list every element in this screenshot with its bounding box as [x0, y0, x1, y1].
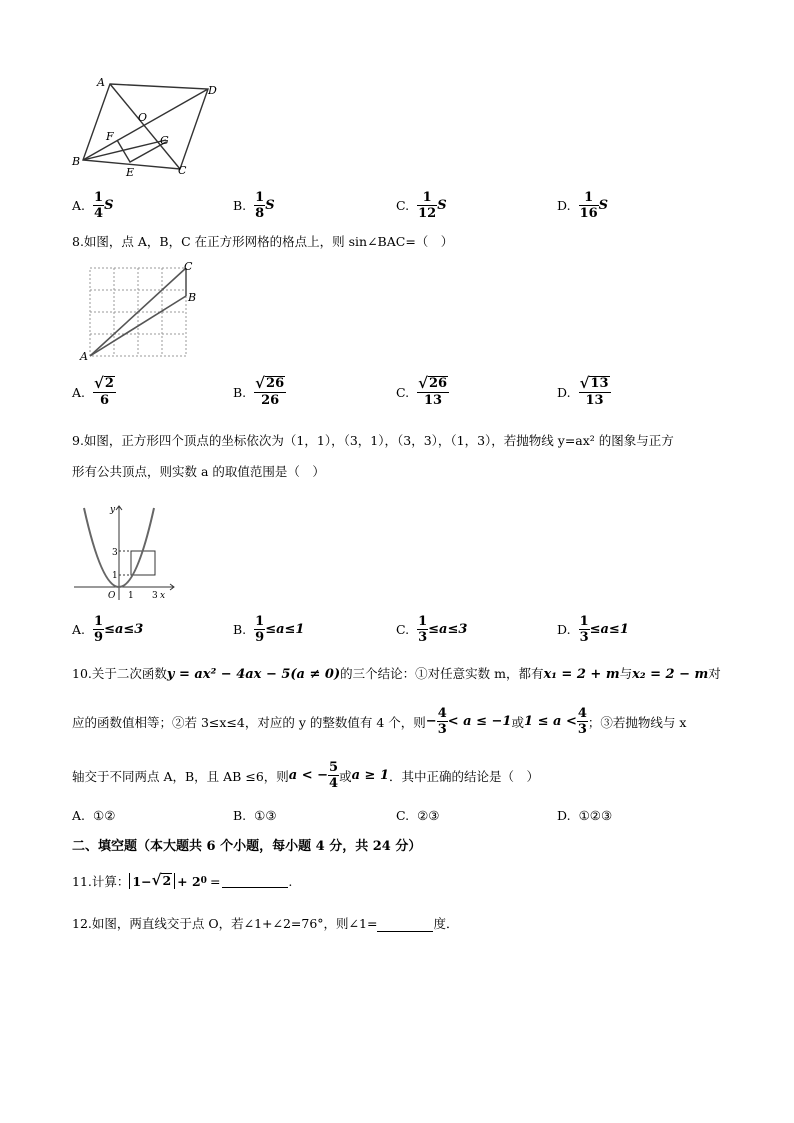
variable-s: S: [598, 198, 609, 213]
q7-option-c[interactable]: [396, 190, 447, 221]
label-A: A: [80, 350, 88, 363]
tick-y-3: 3: [112, 548, 118, 558]
q9-option-c[interactable]: [396, 614, 467, 645]
option-label: B.: [233, 198, 247, 213]
label-O: O: [138, 111, 148, 124]
option-text: ②③: [417, 808, 440, 823]
label-y: y: [110, 505, 116, 515]
inequality: ≤a≤1: [265, 622, 305, 637]
q9-option-b[interactable]: [233, 614, 304, 645]
option-label: D.: [557, 808, 571, 823]
option-label: D.: [557, 198, 571, 213]
q7-option-b[interactable]: [233, 190, 275, 221]
inequality: ≤a≤3: [104, 622, 144, 637]
q10-option-c[interactable]: [396, 808, 440, 823]
option-label: C.: [396, 622, 410, 637]
inequality: ≤a≤3: [428, 622, 468, 637]
fraction: $\frac{1}{12}$: [418, 190, 437, 221]
formula-x2: x₂ = 2 − m: [632, 667, 709, 682]
formula: y = ax² − 4ax − 5(a ≠ 0): [166, 667, 341, 682]
option-label: A.: [72, 198, 86, 213]
fraction: $\frac{1}{8}$: [255, 190, 265, 221]
option-label: C.: [396, 384, 410, 400]
section-title: 二、填空题（本大题共 6 个小题，每小题 4 分，共 24 分）: [72, 839, 422, 854]
option-label: A.: [72, 622, 86, 637]
fraction: $\frac{1}{3}$: [579, 614, 589, 645]
option-label: B.: [233, 384, 247, 400]
q10-line3: 轴交于不同两点 A，B，且 AB ≤6，则 a < − $\frac{5}{4}$ 或 a ≥ 1 ．其中正确的结论是（ ）: [72, 760, 540, 791]
tick-x-3: 3: [152, 591, 158, 601]
label-G: G: [160, 134, 169, 147]
q10-line1: 10.关于二次函数y = ax² − 4ax − 5(a ≠ 0)的三个结论：①对任意实数 m，都有x₁ = 2 + m与x₂ = 2 − m对: [72, 666, 721, 682]
fraction: $\frac{1}{9}$: [94, 614, 104, 645]
fraction: $\frac{4}{3}$: [437, 706, 447, 737]
grid-figure: [78, 260, 208, 366]
tick-x-1: 1: [128, 591, 134, 601]
option-text: ①③: [254, 808, 277, 823]
fraction: √ 2 6: [94, 374, 114, 408]
fraction: $\frac{4}{3}$: [577, 706, 587, 737]
q8-option-c[interactable]: [396, 376, 449, 408]
q8-option-d[interactable]: [557, 376, 611, 408]
q10-option-a[interactable]: [72, 808, 115, 823]
option-label: A.: [72, 808, 86, 823]
label-A: A: [97, 76, 105, 89]
variable-s: S: [265, 198, 275, 213]
fraction: $\frac{1}{16}$: [579, 190, 598, 221]
variable-s: S: [104, 198, 114, 213]
formula-x1: x₁ = 2 + m: [543, 667, 620, 682]
q10-option-b[interactable]: [233, 808, 277, 823]
q9-option-d[interactable]: [557, 614, 629, 645]
label-B: B: [72, 155, 81, 168]
q7-option-d[interactable]: [557, 190, 608, 221]
label-x: x: [160, 591, 166, 601]
label-o: O: [108, 591, 116, 601]
parabola-figure: [70, 500, 180, 604]
tick-y-1: 1: [112, 571, 118, 581]
label-B: B: [188, 291, 197, 304]
option-label: B.: [233, 808, 247, 823]
q8-option-a[interactable]: [72, 376, 116, 408]
inequality: ≤a≤1: [589, 622, 629, 637]
fraction: $\frac{5}{4}$: [329, 760, 339, 791]
option-label: B.: [233, 622, 247, 637]
q8-option-b[interactable]: [233, 376, 286, 408]
fraction: √ 26 26: [255, 374, 285, 408]
parallelogram-figure: [70, 74, 230, 180]
option-text: ①②: [93, 808, 116, 823]
fraction: $\frac{1}{3}$: [418, 614, 428, 645]
label-E: E: [126, 166, 135, 179]
option-label: D.: [557, 622, 571, 637]
q8-text: 8.如图，点 A，B，C 在正方形网格的格点上，则 sin∠BAC=（ ）: [72, 234, 454, 249]
abs-value: 1 − √ 2: [129, 873, 175, 888]
q10-line2: 应的函数值相等；②若 3≤x≤4，对应的 y 的整数值有 4 个，则 − $\frac{4}{3}$ < a ≤ −1 或 1 ≤ a < $\frac{4}{3}$ ；③若抛物线与 x: [72, 706, 687, 737]
label-C: C: [184, 260, 193, 273]
q7-option-a[interactable]: [72, 190, 113, 221]
q12-line: 12.如图，两直线交于点 O，若∠1+∠2=76°，则∠1= 度．: [72, 916, 459, 931]
q9-option-a[interactable]: [72, 614, 143, 645]
q11-line: 11.计算： 1 − √ 2 + 2 0 = .: [72, 871, 293, 890]
fraction: √ 26 13: [418, 374, 448, 408]
variable-s: S: [437, 198, 447, 213]
label-C: C: [178, 164, 187, 177]
option-text: ①②③: [578, 808, 613, 823]
label-D: D: [208, 84, 217, 97]
answer-blank[interactable]: [222, 875, 288, 888]
answer-blank[interactable]: [377, 919, 433, 932]
option-label: A.: [72, 384, 86, 400]
option-label: D.: [557, 384, 571, 400]
q9-line1: 9.如图，正方形四个顶点的坐标依次为（1，1），（3，1），（3，3），（1，3），若抛物线 y=ax² 的图象与正方: [72, 433, 674, 448]
fraction: $\frac{1}{9}$: [255, 614, 265, 645]
label-F: F: [106, 130, 114, 143]
option-label: C.: [396, 198, 410, 213]
fraction: $\frac{1}{4}$: [94, 190, 104, 221]
fraction: √ 13 13: [579, 374, 609, 408]
option-label: C.: [396, 808, 410, 823]
q9-line2: 形有公共顶点，则实数 a 的取值范围是（ ）: [72, 464, 325, 479]
q10-option-d[interactable]: [557, 808, 612, 823]
